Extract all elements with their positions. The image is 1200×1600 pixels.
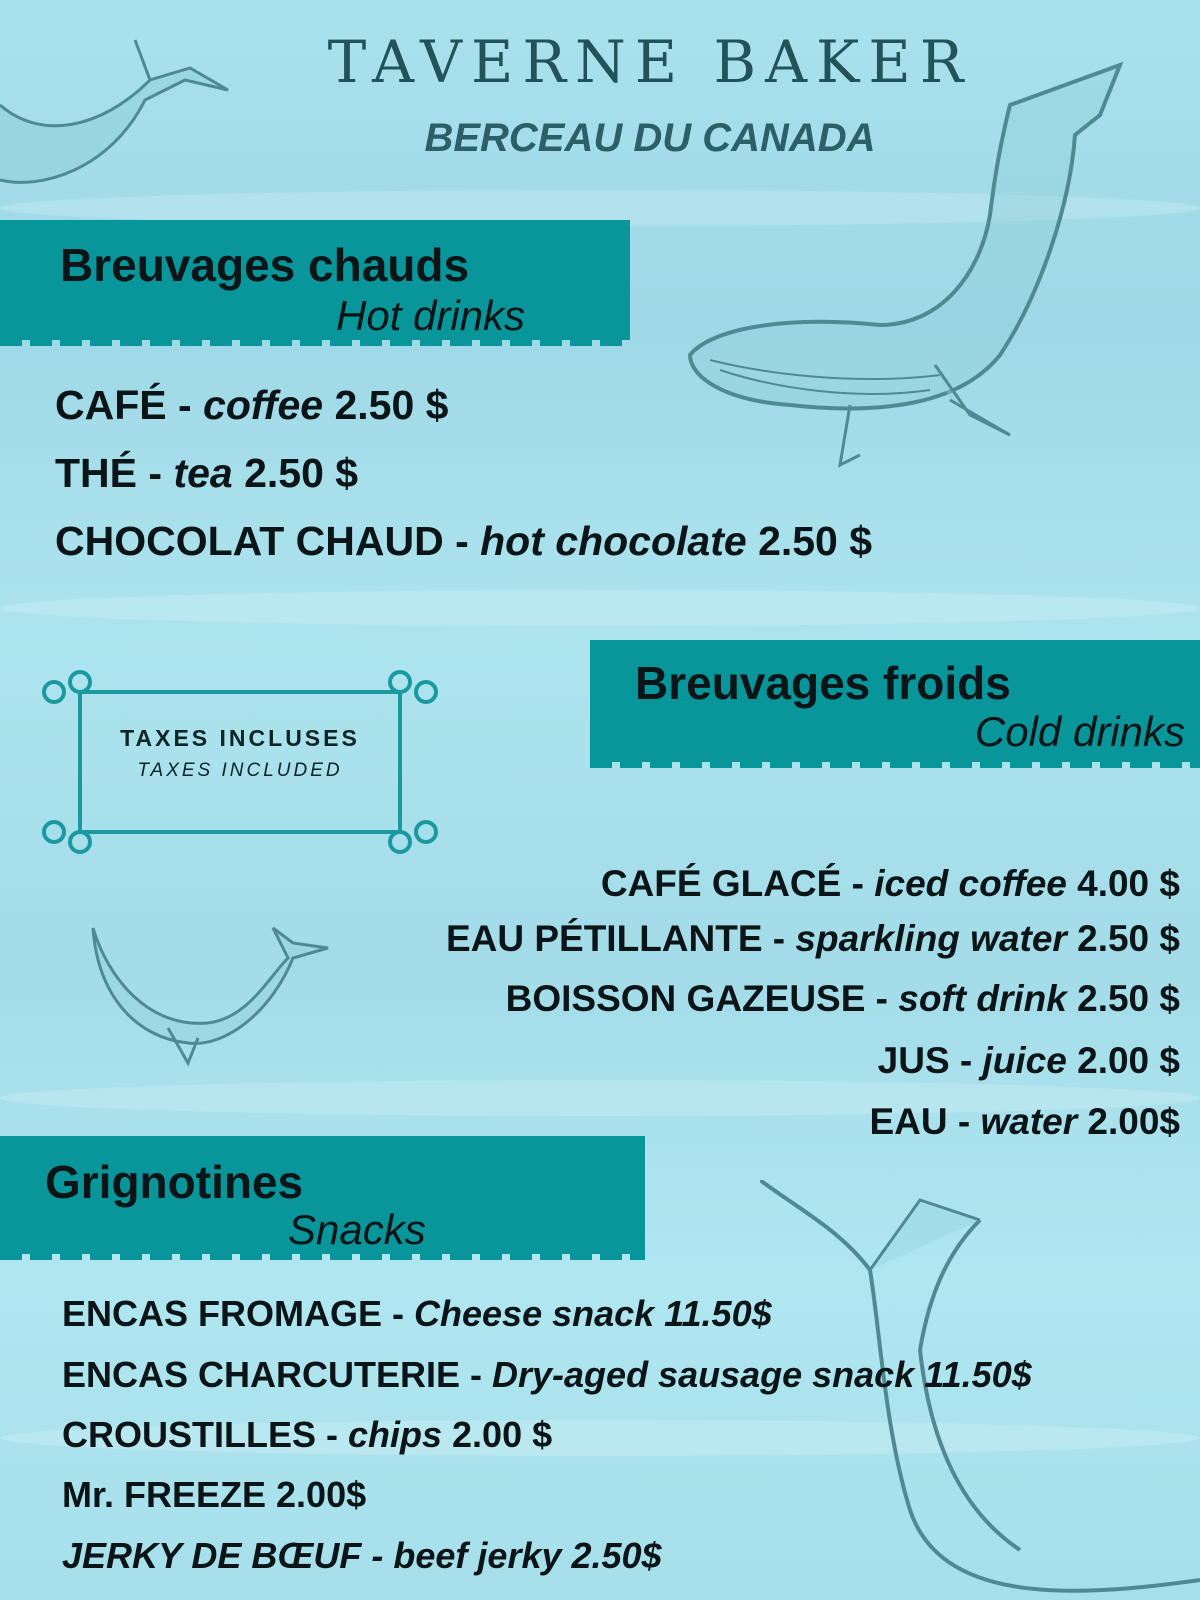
menu-item: EAU PÉTILLANTE - sparkling water 2.50 $ [445,918,1180,959]
menu-item: JERKY DE BŒUF - beef jerky 2.50$ [62,1535,662,1576]
restaurant-subtitle: BERCEAU DU CANADA [424,116,876,160]
menu-item: CAFÉ GLACÉ - iced coffee 4.00 $ [600,863,1180,904]
menu-item: Mr. FREEZE 2.00$ [62,1474,367,1515]
water-streak [0,590,1200,626]
menu-item: ENCAS FROMAGE - Cheese snack 11.50$ [62,1293,772,1334]
menu-item: ENCAS CHARCUTERIE - Dry-aged sausage snack 11.50$ [62,1354,1032,1395]
section-title-hot-fr: Breuvages chauds [60,239,470,291]
taxes-notice [40,660,440,865]
menu-item: CROUSTILLES - chips 2.00 $ [62,1414,553,1455]
taxes-label-en: TAXES INCLUDED [137,760,343,781]
section-title-snacks-en: Snacks [288,1206,426,1253]
menu-item: BOISSON GAZEUSE - soft drink 2.50 $ [505,978,1180,1019]
menu-item: JUS - juice 2.00 $ [877,1040,1180,1081]
menu-item: CAFÉ - coffee 2.50 $ [55,382,449,428]
section-title-snacks-fr: Grignotines [45,1156,304,1208]
menu-item: THÉ - tea 2.50 $ [55,450,359,496]
section-title-cold-fr: Breuvages froids [635,657,1011,709]
menu-item: EAU - water 2.00$ [869,1101,1180,1142]
taxes-label-fr: TAXES INCLUSES [120,725,360,751]
whale-icon-small-left [88,918,338,1068]
restaurant-name: TAVERNE BAKER [327,28,973,96]
section-title-cold-en: Cold drinks [974,708,1185,755]
section-title-hot-en: Hot drinks [336,292,526,339]
menu-item: CHOCOLAT CHAUD - hot chocolate 2.50 $ [55,518,873,564]
